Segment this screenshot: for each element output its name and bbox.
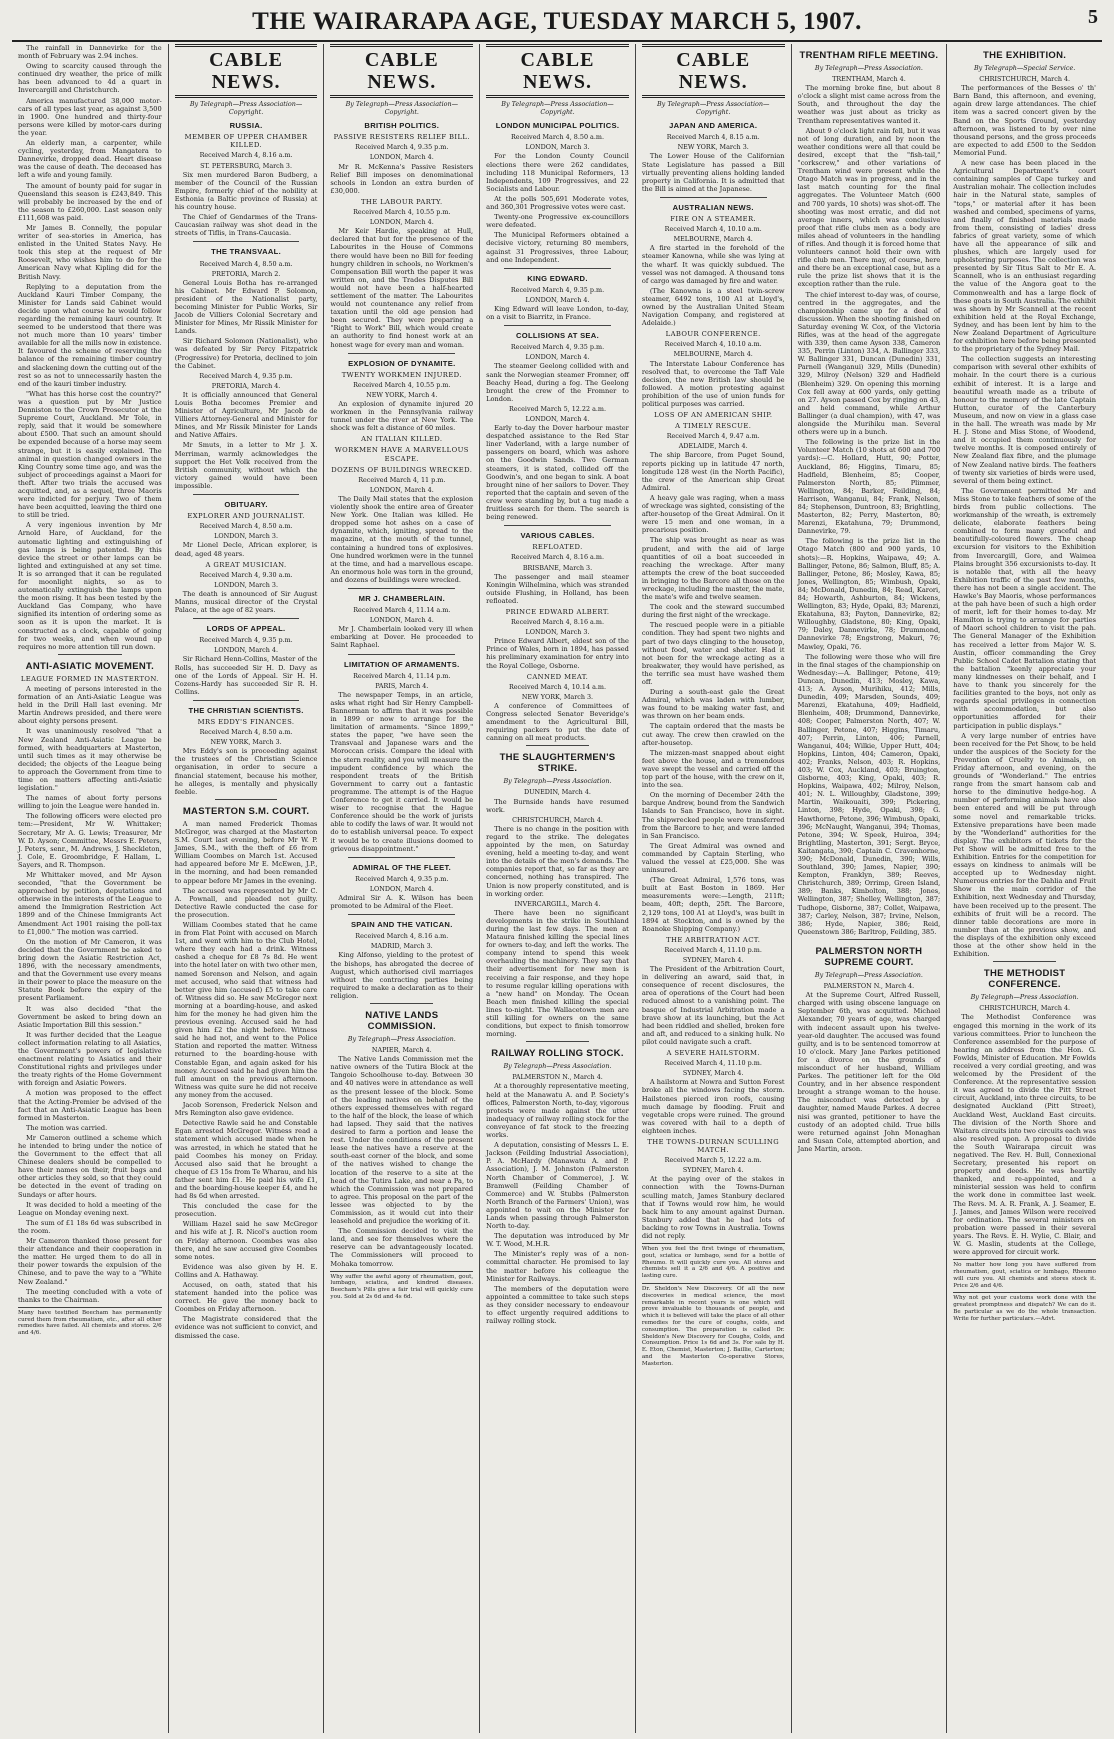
newspaper-title: THE WAIRARAPA AGE, TUESDAY MARCH 5, 1907. xyxy=(252,8,862,35)
section-heading: LONDON MUNICIPAL POLITICS. xyxy=(495,121,620,131)
paragraph: The Magistrate considered that the evidence was not sufficient to convict, and dismissed the case. xyxy=(174,1315,318,1340)
received-line: Received March 4, 8.15 a.m. xyxy=(666,133,760,142)
divider xyxy=(504,325,611,326)
subheading: PRINCE EDWARD ALBERT. xyxy=(505,607,610,616)
subheading: EXPLORER AND JOURNALIST. xyxy=(187,512,305,521)
received-line: Received March 4, 10.55 p.m. xyxy=(353,380,451,389)
paragraph: A fire started in the forehold of the steamer Kanowna, while she was lying at the wharf. It was quickly subdued. The vessel was not damaged. A thousand tons of cargo was damaged by fire and water. xyxy=(641,244,785,285)
received-line: Received March 4, 9.35 p.m. xyxy=(510,343,605,352)
byline: By Telegraph—Press Association—Copyright. xyxy=(501,100,614,117)
subheading: A SEVERE HAILSTORM. xyxy=(666,1049,760,1058)
divider xyxy=(660,197,767,198)
cable-news-banner: CABLE NEWS. xyxy=(486,44,629,98)
paragraph: The Chief of Gendarmes of the Trans-Caucasian railway was shot dead in the streets of Tiflis, in Trans-Caucasia. xyxy=(174,213,318,238)
masthead xyxy=(12,6,1102,42)
column-6 xyxy=(791,44,947,1733)
dateline: LONDON, March 3. xyxy=(214,532,279,541)
paragraph: The meeting concluded with a vote of thanks to the Chairman. xyxy=(18,1287,162,1304)
byline: By Telegraph—Press Association. xyxy=(814,64,923,72)
dateline: NEW YORK, March 3. xyxy=(677,143,749,152)
paragraph: The deputation was introduced by Mr W. T. Wood, M.H.R. xyxy=(486,1232,629,1249)
received-line: Received March 4, 10.10 a.m. xyxy=(664,340,762,349)
dateline: PRETORIA, March 2. xyxy=(211,269,281,278)
paragraph: A deputation, consisting of Messrs L. E. Jackson (Feilding Industrial Association), P. A. McHardy (Manawatu A. and P. Association), J. M. Johnston (Palmerston North Chamber of Commerce), J. W. Bramwell (Feilding Chamber of Commerce) and W. Stubbs (Palmerston North Branch of the Farmers' Union), was appointed to wait on the Minister for Lands when passing through Palmerston North to-day. xyxy=(486,1141,629,1231)
section-heading: AUSTRALIAN NEWS. xyxy=(672,202,754,212)
paragraph: It was decided to hold a meeting of the League on Monday evening next. xyxy=(18,1200,162,1217)
paragraph: The Interstate Labour Conference has resolved that, to overcome the Taff Vale decision, the new British law should be followed. A motion protesting against prohibition of the use of union funds for political purposes was carried. xyxy=(641,359,785,408)
dateline: LONDON, March 4. xyxy=(214,646,279,655)
byline: By Telegraph—Press Association—Copyright. xyxy=(345,100,458,117)
dateline: PRETORIA, March 4. xyxy=(211,381,281,390)
received-line: Received March 4, 9.35 p.m. xyxy=(199,636,293,645)
dateline: MELBOURNE, March 4. xyxy=(673,235,753,244)
dateline: LONDON, March 4. xyxy=(525,415,590,423)
divider xyxy=(193,700,300,701)
paragraph: The Municipal Reformers obtained a decisive victory, returning 80 members, against 31 Progressives, three Labour, and one Independent. xyxy=(486,231,629,264)
paragraph: At the Supreme Court, Alfred Russell, charged with using obscene language on September 6th, was acquitted. Michael Alexander, 70 years of age, was charged with indecent assault upon his twelve-year-old daughter. The accused was found guilty, and is to be sentenced tomorrow at 10 o'clock. Mary Jane Parkes petitioned for a divorce on the grounds of misconduct of her husband, William Parkes. The petitioner left for the Old Country, and in her absence respondent brought a strange woman to the house. The misconduct was detected by a daughter, named Maude Parkes. A decree nisi was granted, petitioner to have the custody of an adopted child. True bills were returned against John Monaghan and Susan Cole, attempted abortion, and Jane Martin, arson. xyxy=(797,991,941,1153)
paragraph: The following is the prize list in the Otago Match (800 and 900 yards, 10 shots):—R. Hopkins, Waipawa, 49; A. Ballinger, Petone, 86; Salmon, Bluff, 85; A. Ballinger, Petone, 86; Mosley, Kawa, 85; Jones, Wellington, 85; Wimbush, Opaki, 84; McDonald, Dunedin, 84; Read, Karori, 84; Howarth, Ashburton, 84; Wickens, Wellington, 83; Hyde, Opaki, 83; Marenzi, Ekatahuna, 83; Payton, Dannevirke, 82; Willoughby, Gladstone, 80; King, Opaki, 79; Daley, Dannevirke, 78; Drummond, Dannevirke 78; Engstrong, Makuri, 76; Mawley, Opaki, 76. xyxy=(797,537,941,651)
received-line: Received March 4, 8.16 a.m. xyxy=(511,553,604,562)
section-heading: KING EDWARD. xyxy=(527,273,588,283)
paragraph: General Louis Botha has re-arranged his Cabinet. Mr Edward P. Solomon, president of the Nationalist party, becoming Minister for Public Works, Sir Jacob de Villiers Colonial Secretary and Minister for Mines, Mr Rissik Minister for Lands. xyxy=(174,278,318,336)
dateline: NAPIER, March 4. xyxy=(371,1046,432,1055)
received-line: Received March 4, 9.35 p.m. xyxy=(355,874,449,883)
dateline: MELBOURNE, March 4. xyxy=(673,350,753,359)
paragraph: The amount of bounty paid for sugar in Queensland this season is £243,849. This will probably be increased by the end of the season to £260,000. Last season only £111,608 was paid. xyxy=(18,181,162,222)
paragraph: At the polls 505,691 Moderate votes, and 360,301 Progressive votes were cast. xyxy=(486,194,629,212)
paragraph: Mrs Eddy's son is proceeding against the trustees of the Christian Science organisation, in order to secure a financial statement, because his mother, he alleges, is mentally and physically feeble. xyxy=(174,747,318,796)
paragraph: Replying to a deputation from the Auckland Kauri Timber Company, the Minister for Lands said Cabinet would decide upon what course he would follow regarding the remaining kauri country. It seemed to be understood that there was not much more than 10 years' timber available for all the mills now in existence. It favoured the scheme of reserving the balance of the remaining timber country and slackening down the cutting out of the rest so as not to unnecessarily hasten the end of the kauri timber industry. xyxy=(18,282,162,388)
byline: By Telegraph—Press Association. xyxy=(347,1035,456,1043)
divider xyxy=(193,618,300,619)
received-line: Received March 4, 10.55 p.m. xyxy=(353,208,451,217)
received-line: Received March 4, 11.10 p.m. xyxy=(664,945,762,954)
dateline: TRENTHAM, March 4. xyxy=(832,75,906,84)
paragraph: Evidence was also given by H. E. Collins and A. Hathaway. xyxy=(174,1262,318,1279)
paragraph: An elderly man, a carpenter, while cycling, yesterday, from Mangatera to Dannevirke, dropped dead. Heart disease was the cause of death. The deceased has left a wife and young family. xyxy=(18,139,162,180)
subheading: LABOUR CONFERENCE. xyxy=(665,330,761,339)
advertisement: Why not get your customs work done with the greatest promptness and dispatch? We can do it. Be particular as we do the whole transaction. Write for further particulars.—Advt. xyxy=(953,1292,1096,1322)
page-columns xyxy=(12,44,1102,1733)
divider xyxy=(58,654,122,655)
paragraph: The cook and the steward succumbed during the first night of the wreckage. xyxy=(641,603,785,620)
section-heading: PALMERSTON NORTH SUPREME COURT. xyxy=(815,945,923,968)
subheading: WORKMEN HAVE A MARVELLOUS ESCAPE. xyxy=(334,446,469,463)
received-line: Received March 4, 9.35 p.m. xyxy=(510,285,605,294)
section-heading: ADMIRAL OF THE FLEET. xyxy=(352,862,452,872)
paragraph: A very ingenious invention by Mr Arnold Hare, of Auckland, for the automatic lighting and extinguishing of gas lamps is being patented. By this device the street or other lamps can be lighted and extinguished at any set time. It is so arranged that it can be regulated for moonlight nights, so as to automatically extinguish the lamps upon the moon rising. It has been tested by the Auckland Gas Company, who have signified its intention of ordering some as soon as it is upon the market. It is constructed as a clock, capable of going for two weeks, and when wound up requires no more attention till run down. xyxy=(18,521,162,651)
divider xyxy=(348,353,455,354)
paragraph: At a thoroughly representative meeting, held at the Manawatu A. and P. Society's offices, Palmerston North, to-day, vigorous protests were made against the utter inadequacy of railway rolling stock for the conveyance of fat stock to the freezing works. xyxy=(486,1082,629,1140)
received-line: Received March 4, 11.14 a.m. xyxy=(353,606,451,615)
column-2 xyxy=(168,44,324,1733)
anti-asiatic-subheading: LEAGUE FORMED IN MASTERTON. xyxy=(20,674,159,683)
dateline: NEW YORK, March 3. xyxy=(521,692,594,701)
paragraph: Mr Keir Hardie, speaking at Hull, declared that but for the presence of the Labourites in the House of Commons there would have been no Bill for feeding hungry children in schools, no Workmen's Compensation Bill worth the paper it was written on, and the Trades Disputes Bill would not have been a half-hearted settlement of the matter. The Labourites would not countenance any relief from taxation until the old age pension had been secured. They were preparing a "Right to Work" Bill, which would create an authority to find honest work at an honest wage for every man and woman. xyxy=(330,227,474,349)
paragraph: "What has this horse cost the country?" was a question put by Mr Justice Denniston to the Crown Prosecutor at the Supreme Court, Auckland. Mr Tole, in reply, said that it would be somewhere about £500. That such an amount should be expended because of a horse may seem strange, but it is easily explained. The animal in question changed owners in the King Country some time ago, and was the subject of proceedings against a Maori for theft. After two trials the accused was acquitted, and, as a sequel, three Maoris were indicted for perjury. Two of them have been acquitted, leaving the third one to still be tried. xyxy=(18,389,162,520)
byline: By Telegraph—Press Association. xyxy=(503,1062,612,1071)
paragraph: A hailstorm at Nowra and Sutton Forest broke all the windows facing the storm. Hailstones pierced iron roofs, causing much damage by flooding. Fruit and vegetable crops were ruined. The ground was covered with hail to a depth of eighteen inches. xyxy=(641,1078,785,1135)
paragraph: About 9 o'clock light rain fell, but it was not of long duration, and by noon the weather conditions were all that could be desired, except that the "fish-tail," "corkscrew," and other variations of Trentham wind were present while the Otago Match was in progress, and in the last match counting for the final aggregates. The Volunteer Match (600 and 700 yards, 10 shots) was shot-off. The shooting was most erratic, and did not average inners, which was conclusive proof that rifle clubs men as a body are miles ahead of volunteers in the handling of rifles. And though it is forced home that volunteers cannot hold their own with rifle club men. There may, of course, here and there be an exceptional case, but as a rule the prize list shows that it is the exception rather than the rule. xyxy=(797,126,941,289)
paragraph: Sir Richard Henn-Collins, Master of the Rolls, has succeeded Sir H. D. Davy as one of the Lords of Appeal. Sir H. H. Cozens-Hardy has succeeded Sir R. H. Collins. xyxy=(174,655,318,696)
paragraph: The members of the deputation were appointed a committee to take such steps as they consider necessary to endeavour to effect urgently required additions to railway rolling stock. xyxy=(486,1284,629,1326)
dateline: LONDON, March 3. xyxy=(214,580,279,589)
received-line: Received March 4, 8.50 a.m. xyxy=(511,133,604,142)
subheading: AN ITALIAN KILLED. xyxy=(361,435,443,444)
advertisement: No matter how long you have suffered from rheumatism, gout, sciatica or lumbago, Rheumo will cure you. All chemists and stores stock it. Price 2/6 and 4/6. xyxy=(953,1259,1096,1289)
section-heading: THE TRANSVAAL. xyxy=(211,247,281,257)
paragraph: The Methodist Conference was engaged this morning in the work of its various committees. Prior to luncheon the Conference assembled for the purpose of hearing an address from the Hon. G. Fowlds, Minister of Education. Mr Fowlds received a very cordial greeting, and was welcomed by the President of the Conference. At the representative session it was agreed to divide the Pitt Street circuit, Auckland, into three circuits, to be designated Auckland (Pitt Street), Auckland West, Auckland East circuits. The division of the North Shore and Waitara circuits into two circuits each was also resolved upon. A proposal to divide the South Wairarapa circuit was negatived. The Rev. H. Bull, Connexional Secretary, presented his report on property and deeds. He was heartily thanked, and re-appointed, and a ministerial session was held to confirm the work done in committee last week. The Revs. M. A. R. Frank, A. J. Seamer, E. J. James, and James Wilson were received for ordination. The several ministers on probation were passed in their several years. The Revs. E. H. Wylie, C. Blair, and W. G. Maslin, students at the College, were approved for circuit work. xyxy=(953,1013,1096,1257)
paragraph: A man named Frederick Thomas McGregor, was charged at the Masterton S.M. Court last evening, before Mr W. P. James, S.M., with the theft of £6 from William Coombes on March 1st. Accused had appeared before Mr E. McEwen, J.P., in the morning, and had been remanded to appear before Mr James in the evening. xyxy=(174,819,318,885)
received-line: Received March 4, 8.50 a.m. xyxy=(199,728,293,737)
byline: By Telegraph—Press Association—Copyright. xyxy=(189,100,303,117)
received-line: Received March 4, 10.10 a.m. xyxy=(664,225,762,234)
paragraph: The death is announced of Sir August Manns, musical director of the Crystal Palace, at the age of 82 years. xyxy=(174,589,318,615)
paragraph: Six men murdered Baron Budberg, a member of the Council of the Russian Empire, formerly chief of the nobility at Esthonia (a Baltic province of Russia) at his country house. xyxy=(174,170,318,212)
paragraph: An explosion of dynamite injured 20 workmen in the Pennsylvania railway tunnel under the river at New York. The shock was felt a distance of 60 miles. xyxy=(330,400,474,433)
paragraph: It was unanimously resolved "that a New Zealand Anti-Asiatic League be formed, with headquarters at Masterton, until such times as it may otherwise be decided; the objects of the League being to approach the Government from time to time on matters affecting anti-Asiatic legislation." xyxy=(18,727,162,793)
paragraph: The morning broke fine, but about 8 o'clock a slight mist came across from the South, and throughout the day the weather was just about as tricky as Trentham representatives wanted it. xyxy=(797,84,941,125)
subheading: REFLOATED. xyxy=(532,543,583,552)
paragraph: A meeting of persons interested in the formation of an Anti-Asiatic League was held in the Drill Hall last evening. Mr Martin Andrews presided, and there were about eighty persons present. xyxy=(18,684,162,726)
divider xyxy=(993,961,1056,962)
paragraph: On the motion of Mr Cameron, it was decided that the Government be asked to bring down the Asiatic Restriction Act, 1896, with the necessary amendments, and that the Government use every means in their power to place the measure on the Statute Book before the expiry of the present Parliament. xyxy=(18,937,162,1003)
paragraph: Prince Edward Albert, eldest son of the Prince of Wales, born in 1894, has passed his preliminary examination for entry into the Royal College, Osborne. xyxy=(486,637,629,670)
paragraph: The captain ordered that the masts be cut away. The crew then crawled on the after-housetop. xyxy=(641,722,785,747)
received-line: Received March 5, 12.22 a.m. xyxy=(508,404,607,413)
advertisement: Many have testified Beecham has permanently cured them from rheumatism, etc., after all other remedies have failed. All chemists and stores. 2/6 and 4/6. xyxy=(18,1307,162,1337)
received-line: Received March 5, 12.22 a.m. xyxy=(664,1156,762,1165)
column-5 xyxy=(635,44,791,1733)
section-heading: MR J. CHAMBERLAIN. xyxy=(358,593,445,603)
dateline: MADRID, March 3. xyxy=(370,942,433,951)
page-number: 5 xyxy=(1088,6,1098,28)
divider xyxy=(193,494,300,495)
dateline: SYDNEY, March 4. xyxy=(682,956,744,964)
paragraph: Mr Whittaker moved, and Mr Ayson seconded, "that the Government be approached by petition, deputations and otherwise in the interests of the League to amend the Immigration Restriction Act 1899 and of the Chinese Immigrants Act Amendment Act 1901 raising the poll-tax to £1,000." The motion was carried. xyxy=(18,871,162,936)
section-heading: TRENTHAM RIFLE MEETING. xyxy=(799,50,939,61)
paragraph: The Government permitted Mr and Miss Stone to take feathers of some of the birds from public collections. The workmanship of the wreath, is extremely delicate, elaborate feathers being combined to form many graceful and beautifully-coloured flowers. The cheap excursion for visitors to the Exhibition from Invercargill, Gore, and Waimea Plains brought 356 excursionists to-day. It is notable that, with all the heavy Exhibition traffic of the past few months, there has not been a single accident. The Hawke's Bay Maoris, whose performances at the pah have been of such a high order of merit, left for their homes to-day. Mr Hamilton is trying to arrange for parties of Maori school children to visit the pah. The General Manager of the Exhibition has received a letter from Major W. S. Austin, officer commanding the Grey Public School Cadet Battalion stating that the battalion "keenly appreciate your many kindnesses on their behalf, and I have to thank you sincerely for the facilities granted to the boys, not only as regards special privileges in connection with accommodation, but also opportunities afforded for their participation in public displays." xyxy=(953,486,1096,730)
paragraph: The newspaper Temps, in an article, asks what right had Sir Henry Campbell-Bannerman to affirm that it was possible in 1899 or now to arrange for the limitation of armaments. "Since 1899," states the paper, "we have seen the Transvaal and Japanese wars and the Moroccan crisis. Compare the ideal with the stern reality, and you will measure the impudent confidence by which the respondent treats of the British Government to carry out a fantastic programme. The attempt is of the Hague Conference to get it carried. It would be wiser to recognise that the Hague Conference should be the work of jurists able to codify the laws of war. It would not do to establish universal peace. To expect it would be to create illusions doomed to grievous disappointment." xyxy=(330,690,474,853)
dateline: CHRISTCHURCH, March 4. xyxy=(979,75,1071,84)
received-line: Received March 4, 8.16 a.m. xyxy=(199,151,293,160)
divider xyxy=(215,799,278,800)
divider xyxy=(348,914,455,915)
paragraph: Early to-day the Dover harbour master despatched assistance to the Red Star liner Vaderland, with a large number of passengers on board, which was ashore on the Goodwin Sands. Two German steamers, it is stated, collided off the Goodwin's, and one began to sink. A boat brought nine of her sailors to Dover. They reported that the captain and seven of the crew were standing by, but a tug made a fruitless search for them. The search is being renewed. xyxy=(486,424,629,522)
byline: By Telegraph—Special Service. xyxy=(973,64,1076,72)
dateline: ST. PETERSBURG, March 3. xyxy=(200,161,293,170)
paragraph: The Great Admiral was owned and commanded by Captain Sterling, who valued the vessel at £25,000. She was uninsured. xyxy=(641,841,785,875)
divider xyxy=(193,241,300,242)
received-line: Received March 4, 11 p.m. xyxy=(358,475,446,484)
paragraph: The collection suggests an interesting comparison with several other exhibits of mohair. In the court there is a curious exhibit of interest. It is a large and beautiful wreath made as a tribute of honour to the memory of the late Captain Hutton, curator of the Canterbury Museum, and now on view in a glass case in the hall. The wreath was made by Mr H. J. Stone and Miss Stone, of Woodend, and it occupied them continuously for twelve months. It is composed entirely of New Zealand flax fibre, and the plumage of New Zealand native birds. The feathers of twenty six varieties of birds were used, several of them being extinct. xyxy=(953,355,1096,485)
paragraph: The names of about forty persons willing to join the League were handed in. xyxy=(18,794,162,811)
byline: By Telegraph—Press Association. xyxy=(503,777,612,786)
section-heading: JAPAN AND AMERICA. xyxy=(669,121,758,131)
section-heading: NATIVE LANDS COMMISSION. xyxy=(365,1010,439,1032)
column-7 xyxy=(946,44,1102,1733)
paragraph: Owing to scarcity caused through the continued dry weather, the price of milk has been advanced to 4d a quart in Invercargill and Christchurch. xyxy=(18,62,162,95)
dateline: CHRISTCHURCH, March 4. xyxy=(512,815,603,824)
paragraph: It was further decided that the League collect information relating to all Asiatics, the Government's powers of legislative enactment relating to Asiatics and their Constitutional rights and privileges under the treaty rights of the Home Government with foreign and Asiatic Powers. xyxy=(18,1030,162,1088)
section-heading: LIMITATION OF ARMAMENTS. xyxy=(344,659,460,669)
dateline: LONDON, March 4. xyxy=(369,616,434,625)
paragraph: Mr J. Chamberlain looked very ill when embarking at Dover. He proceeded to Saint Raphael. xyxy=(330,625,474,650)
received-line: Received March 4, 8.50 a.m. xyxy=(199,259,293,268)
paragraph: A very large number of entries have been received for the Pet Show, to be held under the auspices of the Society for the Prevention of Cruelty to Animals, on Friday afternoon, and evening, on the grounds of "Wonderland." The entries range from the smart hansom cab and horse to the diminutive hedge-hog. A number of performing animals have also been entered and will be put through some novel and remarkable tricks. Extensive preparations have been made by the "Wonderland" authorities for the display. The exhibitors of tickets for the Pet Show will be admitted free to the Exhibition. Entries for the competition for essays on kindness to animals will be accepted up to Wednesday night. Numerous entries for the Dahlia and Fruit Show in the main corridor of the Exhibition, next Wednesday and Thursday, have been received up to the present. The exhibits of fruit will be a record. The dinner table decorations are more in number than at the previous show, and the displays of the exhibition only exceed those at the other show held in the Exhibition. xyxy=(953,731,1096,959)
divider xyxy=(370,1003,433,1004)
dateline: LONDON, March 4. xyxy=(369,153,434,162)
cable-news-banner: CABLE NEWS. xyxy=(642,44,785,98)
section-heading: THE EXHIBITION. xyxy=(983,50,1067,61)
column-1 xyxy=(12,44,168,1733)
subheading: THE LABOUR PARTY. xyxy=(360,197,443,206)
paragraph: A motion was proposed to the effect that the Acting-Premier be advised of the fact that an Anti-Asiatic League has been formed in Masterton. xyxy=(18,1089,162,1122)
subheading: FIRE ON A STEAMER. xyxy=(670,215,757,224)
column-4 xyxy=(479,44,635,1733)
paragraph: Jacob Sorenson, Frederick Nelson and Mrs Remington also gave evidence. xyxy=(174,1101,318,1118)
byline: By Telegraph—Press Association. xyxy=(814,970,923,979)
paragraph: The motion was carried. xyxy=(26,1123,108,1132)
section-heading: RAILWAY ROLLING STOCK. xyxy=(491,1048,624,1060)
paragraph: William Coombes stated that he came in from Flat Point with accused on March 1st, and went with him to the Club Hotel, where they each had a drink. Witness cashed a cheque for £8 7s 8d. He went into the hotel later on with two other men, named Sorenson and Nelson, and again met accused, who said that witness had better give him (accused) £5 to take care of. Witness did so. He saw McGregor next morning at a boarding-house, and asked him for the money he had given him the previous evening. Accused said he had given him £2 the night before. Witness said he had not, and went to the Police Station and reported the matter. Witness returned to the boarding-house with Constable Egan, and again asked for his money. Accused said he had given him the full amount on the previous afternoon. Witness was quite sure he did not receive any money from the accused. xyxy=(174,920,318,1099)
paragraph: The President of the Arbitration Court, in delivering an award, said that, in consequence of recent disclosures, the area of operations of the Court had been reduced almost to a vanishing point. The basque of Industrial Arbitration made a brave show at its launching, but the Act had been riddled and shelled, broken fore and aft, and reduced to a sinking hulk. No pilot could navigate such a craft. xyxy=(641,965,785,1046)
dateline: LONDON, March 4. xyxy=(369,218,434,227)
divider xyxy=(504,268,611,269)
paragraph: Mr Lionel Decle, African explorer, is dead, aged 48 years. xyxy=(174,541,318,558)
section-heading: THE CHRISTIAN SCIENTISTS. xyxy=(188,705,304,715)
subheading: MEMBER OF UPPER CHAMBER KILLED. xyxy=(184,133,308,150)
paragraph: There have been no significant developments in the strike in Southland during the last few days. The men at Mataura finished killing the special lines for owners to-day, and left the works. The company intend to spend this week overhauling the machinery. They say that their advertisement for new men is receiving a fair response, and they hope to resume regular killing operations with a "new hand" on Monday. The Ocean Beach men finished killing the special lines to-night. The Wallacetown men are still killing for owners on the same conditions, but expect to finish tomorrow morning. xyxy=(486,908,629,1039)
section-heading: THE SLAUGHTERMEN'S STRIKE. xyxy=(499,752,616,775)
dateline: LONDON, March 3. xyxy=(525,143,590,152)
dateline: PALMERSTON N., March 4. xyxy=(823,982,915,991)
received-line: Received March 4, 11.10 p.m. xyxy=(664,1059,762,1068)
received-line: Received March 4, 9.30 a.m. xyxy=(199,570,293,579)
section-heading: BRITISH POLITICS. xyxy=(364,121,440,131)
received-line: Received March 4, 9.35 p.m. xyxy=(199,371,293,380)
paragraph: King Alfonso, yielding to the protest of the bishops, has abrogated the decree of August, which authorised civil marriages without the contracting parties being required to make a declaration as to their religion. xyxy=(330,951,474,1000)
divider xyxy=(838,939,901,940)
dateline: SYDNEY, March 4. xyxy=(682,1166,744,1175)
divider xyxy=(348,588,455,589)
dateline: CHRISTCHURCH, March 4. xyxy=(979,1004,1071,1013)
dateline: NEW YORK, March 3. xyxy=(210,738,282,747)
paragraph: The steamer Geelong collided with and sank the Norwegian steamer Fromner, off Beachy Head, during a fog. The Geelong brought the crew of the Fromner to London. xyxy=(486,362,629,403)
paragraph: The performances of the Besses o' th' Barn Band, this afternoon, and evening, again drew large attendances. The chief item was a sacred concert given by the Band on the Sports Ground, yesterday afternoon, was listened to by over nine thousand persons, and the gross proceeds are expected to add £500 to the Seddon Memorial Fund. xyxy=(953,84,1096,157)
section-heading: EXPLOSION OF DYNAMITE. xyxy=(348,358,456,368)
paragraph: The following officers were elected pro tem:—President, Mr W. Whittaker; Secretary, Mr A. G. Lewis; Treasurer, Mr W. D. Ayson; Committee, Messrs E. Peters, J. Peters, senr., M. Andrews, J. Sheckleton, J. Cole, E. Groombridge, F. Hallam, L. Sayers, and R. Thompson. xyxy=(18,812,162,869)
subheading: DOZENS OF BUILDINGS WRECKED. xyxy=(331,465,473,474)
paragraph: (The Kanowna is a steel twin-screw steamer, 6492 tons, 100 A1 at Lloyd's, owned by the Australian United Steam Navigation Company, and registered at Adelaide.) xyxy=(641,286,785,328)
paragraph: The following is the prize list in the Volunteer Match (10 shots at 600 and 700 yards):—C. Hollard, Hutt, 90; Potter, Auckland, 86; Higgins, Timaru, 85; Hadfield, Blenheim, 85; Cooper, Palmerston North, 85; Plimmer, Wellington, 84; Barker, Feilding, 84; Harrison, Wanganui, 84; Frank, Nelson, 84; Stephenson, Duntroon, 83; Brightling, Masterton, 82; Perry, Masterton, 80; Marenzi, Ekatahuna, 79; Drummond, Dannevirke, 79. xyxy=(797,438,941,536)
paragraph: The ship Barcore, from Puget Sound, reports picking up in latitude 47 north, longitude 128 west (in the North Pacific), the crew of the American ship Great Admiral. xyxy=(641,451,785,492)
divider xyxy=(348,857,455,858)
paragraph: The chief interest to-day was, of course, centred in the aggregates, and the championship came up for a deal of discussion. When the shooting finished on Saturday evening W. Cox, of the Victoria Rifles, was at the head of the aggregate with 339, then came Ayson 338, Cameron 335, Perrin (Linton) 334, A. Ballinger 333, W. Ballinger 331, Duncan (Dunedin) 331, Parnell (Wanganui) 329, Mills (Dunedin) 329, Milroy (Nelson) 329 and Hadfield (Blenheim) 329. On opening this morning Cox fell away at 600 yards, only getting on 27. Ayson passed Cox by ringing on 43, and held command, while Arthur Ballinger (a dual champion), with 47, was alongside the Murihiku man. Several others were up in a bunch. xyxy=(797,290,941,437)
dateline: INVERCARGILL, March 4. xyxy=(514,899,601,908)
paragraph: Mr Cameron outlined a scheme which he intended to bring under the notice of the Government to the effect that all Chinese dealers should be compelled to have their names on their, fruit bags and other articles they sold, so that they could be detected in the event of trading on Sundays or after hours. xyxy=(18,1133,162,1199)
paragraph: The Daily Mail states that the explosion violently shook the entire area of Greater New York. One Italian was killed. He dropped some hot ashes on a case of dynamite, which, igniting, spread to the magazine, at the mouth of the tunnel, containing a hundred tons of explosives. One hundred workmen were in the tunnel at the time, and had a marvellous escape. An enormous hole was torn in the ground, and dozens of buildings were wrecked. xyxy=(330,494,474,584)
paragraph: King Edward will leave London, to-day, on a visit to Biarritz, in France. xyxy=(486,304,629,322)
paragraph: The Lower House of the Californian State Legislature has passed a Bill virtually preventing aliens holding landed property in California. It is admitted that the Bill is aimed at the Japanese. xyxy=(641,152,785,193)
paragraph: William Hazel said he saw McGregor and his wife at J. R. Nicol's auction room on Friday afternoon. Coombes was also there, and he saw accused give Coombes some notes. xyxy=(174,1220,318,1261)
paragraph: A conference of Committees of Congress selected Senator Beveridge's amendment to the Agricultural Bill, requiring packers to put the date of canning on all meat products. xyxy=(486,701,629,743)
received-line: Received March 4, 8.16 a.m. xyxy=(511,618,604,627)
received-line: Received March 4, 11.14 p.m. xyxy=(353,671,451,680)
paragraph: There is no change in the position with regard to the strike. The delegates appointed by the men, on Saturday evening, held a meeting to-day, and went into the details of the men's demands. The companies report that, so far as they are concerned, nothing has transpired. The Union is now properly constituted, and is in working order. xyxy=(486,824,629,898)
subheading: CANNED MEAT. xyxy=(526,672,589,681)
paragraph: Mr R. McKenna's Passive Resisters Relief Bill imposes on denominational schools in London an extra burden of £30,000. xyxy=(330,162,474,195)
paragraph: This concluded the case for the prosecution. xyxy=(174,1202,318,1219)
divider xyxy=(348,654,455,655)
paragraph: Mr Smuts, in a letter to Mr J. X. Merriman, warmly acknowledges the support the Het Volk received from the British community, without which the victory gained would have been impossible. xyxy=(174,441,318,490)
paragraph: For the London County Council elections there were 262 candidates, including 118 Municipal Reformers, 13 Independents, 109 Progressives, and 22 Socialists and Labour. xyxy=(486,152,629,193)
section-heading: VARIOUS CABLES. xyxy=(520,531,595,541)
paragraph: The Minister's reply was of a non-committal character. He promised to lay the matter before his colleague the Minister for Railways. xyxy=(486,1250,629,1283)
paragraph: Admiral Sir A. K. Wilson has been promoted to be Admiral of the Fleet. xyxy=(330,893,474,911)
column-3 xyxy=(323,44,479,1733)
paragraph: The accused was represented by Mr C. A. Pownall, and pleaded not guilty. Detective Rawle conducted the case for the prosecution. xyxy=(174,886,318,919)
paragraph: Mr James B. Connelly, the popular writer of sea-stories in America, has enlisted in the United States Navy. He took this step at the request of Mr Roosevelt, who wishes him to do for the American Navy what Kipling did for the British Navy. xyxy=(18,223,162,281)
paragraph: It was also decided "that the Government be asked to bring down an Asiatic Importation Bill this session." xyxy=(18,1004,162,1029)
section-heading: LORDS OF APPEAL. xyxy=(206,624,286,634)
received-line: Received March 4, 9.35 p.m. xyxy=(355,143,449,152)
cable-news-banner: CABLE NEWS. xyxy=(330,44,473,98)
subheading: THE ARBITRATION ACT. xyxy=(666,935,761,944)
anti-asiatic-heading: ANTI-ASIATIC MOVEMENT. xyxy=(25,660,155,672)
paragraph: Sir Richard Solomon (Nationalist), who was defeated by Sir Percy Fitzpatrick (Progressive) for Pretoria, declined to join the Cabinet. xyxy=(174,337,318,370)
section-heading: THE METHODIST CONFERENCE. xyxy=(983,968,1066,991)
paragraph: The mizzen-mast snapped about eight feet above the house, and a tremendous wave swept the vessel and carried off the top part of the house, with the crew on it, into the sea. xyxy=(641,748,785,790)
advertisement: Dr. Sheldon's New Discovery. Of all the new discoveries in medical science, the most remarkable in recent years is one which will prove invaluable to thousands of people, and which it is believed will take the place of all other remedies for the cure of coughs, colds, and consumption. The preparation is called Dr. Sheldon's New Discovery for Coughs, Colds, and Consumption. Price 1s 6d and 3s. For sale by H. E. Eton, Chemist, Masterton; J. Baillie, Carterton; and the Masterton Co-operative Stores, Masterton. xyxy=(642,1283,785,1368)
paragraph: The rainfall in Dannevirke for the month of February was 2.94 inches. xyxy=(18,44,162,61)
paragraph: During a south-east gale the Great Admiral, which was laden with lumber, was found to be making water fast, and was thrown on her beam ends. xyxy=(641,688,785,721)
divider xyxy=(526,745,589,746)
dateline: LONDON, March 4. xyxy=(525,295,590,304)
dateline: PALMERSTON N., March 4. xyxy=(512,1073,603,1082)
subheading: THE TOWNS-DURNAN SCULLING MATCH. xyxy=(647,1137,780,1155)
paragraph: The rescued people were in a pitiable condition. They had spent two nights and part of two days clinging to the housetop, without food, water and shelter. Had it not been for the wreckage acting as a breakwater, they would have perished, as the terrific sea must have washed them off. xyxy=(641,621,785,686)
dateline: BRISBANE, March 3. xyxy=(522,563,593,572)
paragraph: The ship was brought as near as was prudent, and with the aid of large quantities of oil a boat succeeded in reaching the wreckage. After many attempts the crew of the boat succeeded in bringing to the Barcore all those on the wreckage, including the master, the mate, the mate's wife and twelve seamen. xyxy=(641,536,785,602)
paragraph: At the paying over of the stakes in connection with the Towns-Durnan sculling match, James Stanbury declared that if Towns would row him, he would back him to any amount against Durnan. Stanbury added that he had lots of backing to row Towns in Australia. Towns did not reply. xyxy=(641,1175,785,1240)
paragraph: On the morning of December 24th the barque Andrew, bound from the Sandwich Islands to San Francisco, hove in sight. The shipwrecked people were transferred from the Barcore to her, and were landed in San Francisco. xyxy=(641,791,785,840)
cable-news-banner: CABLE NEWS. xyxy=(175,44,318,98)
section-heading: COLLISIONS AT SEA. xyxy=(515,331,599,341)
section-heading: MASTERTON S.M. COURT. xyxy=(182,805,310,817)
byline: By Telegraph—Press Association. xyxy=(970,993,1079,1002)
dateline: SYDNEY, March 4. xyxy=(682,1069,744,1078)
dateline: LONDON, March 4. xyxy=(369,884,434,893)
subheading: A TIMELY RESCUE. xyxy=(675,422,752,431)
dateline: DUNEDIN, March 4. xyxy=(524,788,591,797)
paragraph: Twenty-one Progressive ex-councillors were defeated. xyxy=(486,213,629,230)
paragraph: The sum of £1 18s 6d was subscribed in the room. xyxy=(18,1218,162,1235)
divider xyxy=(526,1041,589,1042)
received-line: Received March 4, 8.50 a.m. xyxy=(199,522,293,531)
paragraph: The Commission decided to visit the land, and see for themselves where the reserve can be advantageously located. The Commissioners will proceed to Mohaka tomorrow. xyxy=(330,1227,474,1268)
paragraph: The following were those who will fire in the final stages of the championship on Wednesday:—A. Ballinger, Petone, 419; Duncan, Dunedin, 413; Mosley, Kawa, 413; A. Ayson, Murihiku, 412; Mills, Dunedin, 409; Marsden, Sounds, 409; Marenzi, Ekatahuna, 409; Hadfield, Blenheim, 408; Drummond, Dannevirke, 408; Cooper, Palmerston North, 407; W. Ballinger, Petone, 407; Higgins, Timaru, 407; Perrin, Linton, 406; Parnell, Wanganui, 404; Wilkie, Upper Hutt, 404; Hopkins, Linton, 404; Cameron, Opaki, 402; Franks, Nelson, 403; R. Hopkins, 403; W. Cox, Auckland, 403; Bruington, Gisborne, 403; King, Opaki, 403; R. Hopkins, Waipawa, 402; Milroy, Nelson, 401; N. L. Willoughby, Gladstone, 399; Martin, Waikouaiti, 399; Pickering, Linton, 398; Hyde, Opaki, 398; G. Hawthorne, Petone, 396; Wimbush, Opaki, 396; McNaught, Wanganui, 394; Thomas, Petone, 394; W. Speek, Huiroa, 394; Brightling, Masterton, 391; Sergt. Bryce, Kaitangata, 390; Captain C. Cravenhorne, 390; McDonald, Dunedin, 390; Wills, Southland, 390; James, Napier, 390; Kempton, Franklyn, 389; Reeves, Christchurch, 389; Orrimp, Green Island, 389; Banks, Kimbolton, 388; Jones, Wellington, 387; Shelley, Wellington, 387; Tudhope, Gisborne, 387; Collet, Waipawa, 387; Carley, Nelson, 387; Irvine, Nelson, 386; Hyde, Napier, 386; Reid, Queenstown 386; Barltrop, Feilding, 385. xyxy=(797,652,941,936)
subheading: MRS EDDY'S FINANCES. xyxy=(197,718,295,726)
subheading: TWENTY WORKMEN INJURED. xyxy=(341,370,462,379)
paragraph: The Burnside hands have resumed work. xyxy=(486,797,629,814)
dateline: PARIS, March 4. xyxy=(375,681,429,690)
advertisement: Why suffer the awful agony of rheumatism, gout, lumbago, sciatica, and kindred diseases. Beecham's Pills give a fair trial will quickly cure you. Sold at 2s 6d and 4s 6d. xyxy=(330,1271,473,1301)
dateline: LONDON, March 4. xyxy=(525,353,590,362)
subheading: LOSS OF AN AMERICAN SHIP. xyxy=(654,411,773,420)
paragraph: It is officially announced that General Louis Botha becomes Premier and Minister of Agriculture, Mr Jacob de Villiers Attorney-General and Minister for Mines, and Mr Rissik Minister for Lands and Native Affairs. xyxy=(174,390,318,440)
dateline: LONDON, March 3. xyxy=(525,628,590,637)
paragraph: Mr Cameron thanked those present for their attendance and their cooperation in the matter. He urged them to do all in their power towards the expulsion of the Chinese, and to pave the way to a "White New Zealand." xyxy=(18,1237,162,1286)
paragraph: America manufactured 38,000 motor-cars of all types last year, as against 3,500 in 1900. One hundred and thirty-four persons were killed by motor-cars during the year. xyxy=(18,96,162,137)
paragraph: The Native Lands Commission met the native owners of the Tutira Block at the Tangoio Schoolhouse to-day. Between 30 and 40 natives were in attendance as well as the present lessee of the block. Some of the leading natives on behalf of the others expressed themselves with regard to the half of the block, the lease of which had lapsed. They said that the natives desired to farm a portion and lease the rest. Under the conditions of the present lease the natives have a reserve at the south-east corner of the block, and some of the natives wished to change the location of the reserve to a site at the head of the Tutira Lake, and near a Pa, to which the Commission was not prepared to agree. This proposal on the part of the lessee was objected to by the Commission, as it would cut into their leasehold and prejudice the working of it. xyxy=(330,1055,474,1226)
paragraph: The passenger and mail steamer Koningin Wilhelmina, which was stranded outside Flushing, in Holland, has been refloated. xyxy=(486,572,629,605)
section-heading: RUSSIA. xyxy=(229,121,263,131)
subheading: A GREAT MUSICIAN. xyxy=(205,560,287,569)
paragraph: (The Great Admiral, 1,576 tons, was built at East Boston in 1869. Her measurements were:—Length, 211ft; beam, 40ft; depth, 25ft. The Barcore, 2,129 tons, 100 A1 at Lloyd's, was built in 1894 at Stockton, and is owned by the Roanoke Shipping Company.) xyxy=(641,876,785,933)
divider xyxy=(504,525,611,526)
dateline: NEW YORK, March 4. xyxy=(366,390,438,399)
dateline: LONDON, March 4. xyxy=(369,485,434,494)
paragraph: Accused, on oath, stated that his statement handed into the police was correct. He gave the money back to Coombes on Friday afternoon. xyxy=(174,1281,318,1314)
dateline: ADELAIDE, March 4. xyxy=(678,442,748,451)
subheading: PASSIVE RESISTERS RELIEF BILL. xyxy=(333,133,470,142)
section-heading: SPAIN AND THE VATICAN. xyxy=(350,920,453,930)
paragraph: A new case has been placed in the Agricultural Department's court containing samples of Cape turkey and Australian mohair. The collection includes hair in the Natural state, samples of "tops," or material after it has been washed and combed, specimens of yarns, and finally of finished materials made from them, consisting of ladies' dress fabrics of great variety, some of which have all the appearance of silk and plushes, which are largely used for upholstering purposes. The collection was presented by Sir Titus Salt to Mr E. A. Scannell, who is an enthusiast regarding the value of the Angora goat to the Commonwealth and has a large flock of these goats in South Australia. The exhibit was shown by Mr Scannell at the recent exhibition held at the Royal Exchange, Sydney, and has been lent by him to the New Zealand Department of Agriculture for exhibition here before being presented to the proprietary of the Sydney Mail. xyxy=(953,159,1096,354)
received-line: Received March 4, 9.47 a.m. xyxy=(666,432,760,441)
paragraph: Detective Rawle said he and Constable Egan arrested McGregor. Witness read a statement which accused made when he was arrested, in which he stated that he paid Coombes his money on Friday. Accused also said that he brought a cheque of £3 15s from Te Wharau, and his father sent him £1. He paid his wife £1, and the boarding-house keeper £4, and he had 8s 6d when arrested. xyxy=(174,1119,318,1201)
section-heading: OBITUARY. xyxy=(224,500,268,510)
advertisement: When you feel the first twinge of rheumatism, gout, sciatica or lumbago, send for a bottle of Rheumo. It will quickly cure you. All stores and chemists sell it a 2/6 and 4/6. A positive and lasting cure. xyxy=(642,1243,785,1280)
byline: By Telegraph—Press Association—Copyright. xyxy=(656,100,770,117)
received-line: Received March 4, 8.16 a.m. xyxy=(355,932,449,941)
paragraph: A heavy gale was raging, when a mass of wreckage was sighted, consisting of the after-housetop of the Great Admiral. On it were 15 men and one woman, in a precarious position. xyxy=(641,493,785,535)
received-line: Received March 4, 10.14 a.m. xyxy=(508,682,607,691)
